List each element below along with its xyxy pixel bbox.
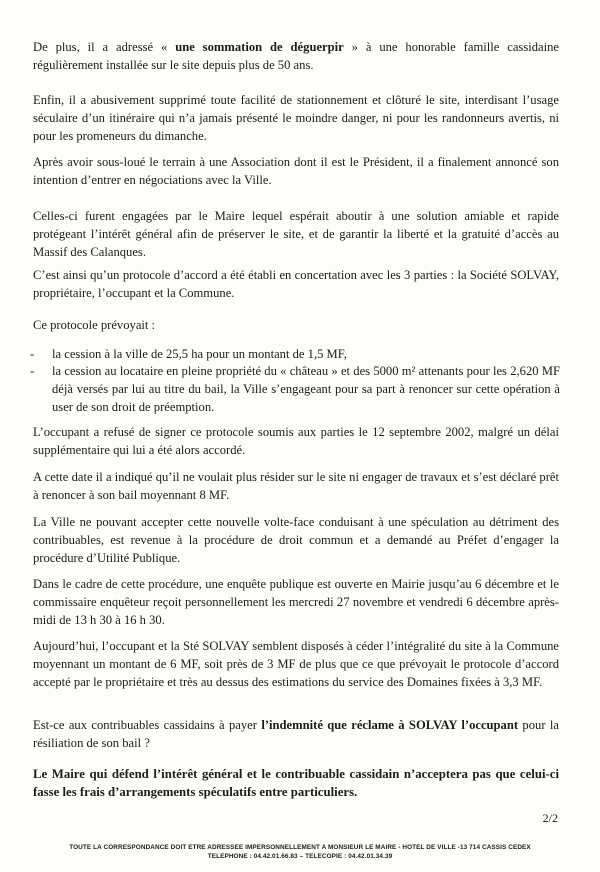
bullet-item (30, 345, 560, 363)
paragraph-negociations: Celles-ci furent engagées par le Maire lequel espérait aboutir à une solution amiable et rapide protégeant l’intérêt général afin de préserver le site, et de garantir la liberté et la gratuité d’accès au Massif des Calanques. (33, 209, 559, 259)
paragraph-enquete: Dans le cadre de cette procédure, une enquête publique est ouverte en Mairie jusqu’au 6 décembre et le commissaire enquêteur reçoit personnellement les mercredi 27 novembre et vendredi 6 décembre après-midi de 13 h 30 à 16 h 30. (33, 577, 559, 627)
bullet-text: la cession à la ville de 25,5 ha pour un montant de 1,5 MF, (52, 347, 347, 361)
p1-pre: De plus, il a adressé « (33, 40, 176, 54)
p12-pre: Est-ce aux contribuables cassidains à payer (33, 718, 262, 732)
paragraph-refus: L’occupant a refusé de signer ce protocole soumis aux parties le 12 septembre 2002, malgré un délai supplémentaire qui lui a été alors accordé. (33, 425, 559, 457)
paragraph-protocole-intro: Ce protocole prévoyait : (33, 318, 156, 332)
p12-post: pour la résiliation de son bail ? (33, 718, 559, 750)
paragraph-aujourdhui: Aujourd’hui, l’occupant et la Sté SOLVAY semblent disposés à céder l’intégralité du site à la Commune moyennant un montant de 6 MF, soit près de 3 MF de plus que ce que prévoyait le protocole d’accord accepté par le propriétaire et très au dessus des estimations du service des Domaines fixées à 3,3 MF. (33, 639, 559, 689)
paragraph-sous-location: Après avoir sous-loué le terrain à une Association dont il est le Président, il a finalement annoncé son intention d’entrer en négociations avec la Ville. (33, 155, 559, 187)
bullet-dash: - (30, 347, 35, 361)
p1-post: » à une honorable famille cassidaine régulièrement installée sur le site depuis plus de 50 ans. (33, 40, 559, 72)
bullet-dash: - (30, 364, 35, 378)
paragraph-sommation (33, 38, 559, 74)
paragraph-protocole: C’est ainsi qu’un protocole d’accord a été établi en concertation avec les 3 parties : la Société SOLVAY, propriétaire, l’occupant et la Commune. (33, 268, 559, 300)
p1-bold: une sommation de déguerpir (175, 40, 344, 54)
paragraph-contribuables (33, 716, 559, 752)
paragraph-stationnement: Enfin, il a abusivement supprimé toute facilité de stationnement et clôturé le site, interdisant l’usage séculaire d’un itinéraire qui n’a jamais présenté le moindre danger, ni pour les randonneurs avertis, ni pour les promeneurs du dimanche. (33, 93, 559, 143)
footer-phone: TELEPHONE : 04.42.01.66.83 – TELECOPIE : 04.42.01.34.39 (207, 853, 393, 860)
bullet-item (30, 362, 560, 416)
paragraph-utilite-publique: La Ville ne pouvant accepter cette nouvelle volte-face conduisant à une spéculation au détriment des contribuables, est revenue à la procédure de droit commun et a demandé au Préfet d’engager la procédure d’Utilité Publique. (33, 515, 559, 565)
footer-address: TOUTE LA CORRESPONDANCE DOIT ETRE ADRESSEE IMPERSONNELLEMENT A MONSIEUR LE MAIRE - HOTEL DE VILLE -13 714 CASSIS CEDEX (69, 844, 531, 851)
bullet-text: la cession au locataire en pleine propriété du « château » et des 5000 m² attenants pour les 2,620 MF déjà versés par lui au titre du bail, la Ville s’engageant pour sa part à renoncer sur cette opération à user de son droit de préemption. (52, 364, 560, 414)
p12-bold: l’indemnité que réclame à SOLVAY l’occupant (261, 718, 519, 732)
page-number: 2/2 (542, 811, 558, 825)
paragraph-conclusion: Le Maire qui défend l’intérêt général et le contribuable cassidain n’acceptera pas que celui-ci fasse les frais d’arrangements spéculatifs entre particuliers. (33, 767, 559, 799)
paragraph-renonciation: A cette date il a indiqué qu’il ne voulait plus résider sur le site ni engager de travaux et s’est déclaré prêt à renoncer à son bail moyennant 8 MF. (33, 470, 559, 502)
